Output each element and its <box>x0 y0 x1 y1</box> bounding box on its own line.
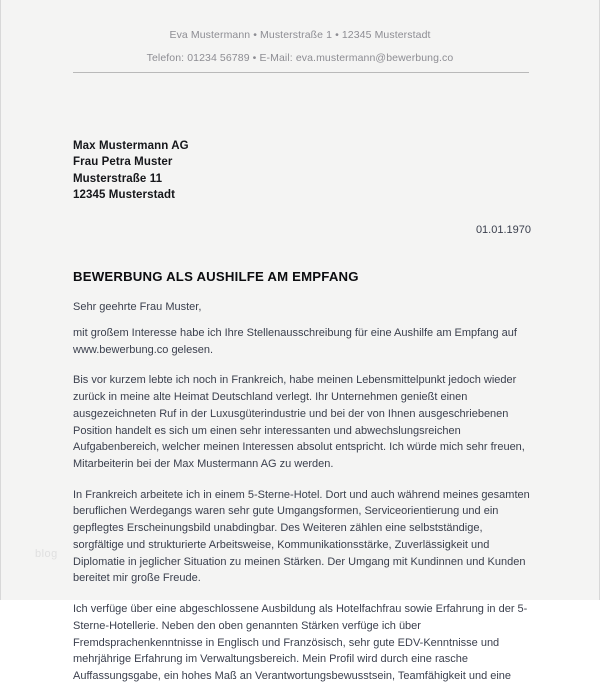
recipient-line: Frau Petra Muster <box>73 156 173 169</box>
letter-paragraphs <box>73 325 531 685</box>
letterhead <box>1 0 599 64</box>
letterhead-divider <box>73 72 529 73</box>
letterhead-address-line: Eva Mustermann • Musterstraße 1 • 12345 Musterstadt <box>169 29 431 41</box>
letter-subject: BEWERBUNG ALS AUSHILFE AM EMPFANG <box>73 269 359 284</box>
recipient-line: Max Mustermann AG <box>73 140 189 152</box>
recipient-address-block <box>73 138 189 203</box>
recipient-line: 12345 Musterstadt <box>73 188 176 201</box>
letter-date: 01.01.1970 <box>475 224 531 236</box>
recipient-line: Musterstraße 11 <box>73 172 163 185</box>
blog-watermark: blog <box>35 548 58 560</box>
letter-paragraph: Bis vor kurzem lebte ich noch in Frankreich, habe meinen Lebensmittelpunkt jedoch wieder zurück in meine alte Heimat Deutschland verlegt. Ihr Unternehmen genießt einen ausgezeichneten Ruf in der Luxusgüterindustrie und bei der von Ihnen ausgeschriebenen Position handelt es sich um einen sehr interessanten und abwechslungsreichen Aufgabenbereich, welcher meinen Interessen absolut entspricht. Ich würde mich sehr freuen, Mitarbeiterin bei der Max Mustermann AG zu werden. <box>73 374 525 471</box>
letterhead-contact-line: Telefon: 01234 56789 • E-Mail: eva.mustermann@bewerbung.co <box>146 52 454 65</box>
letter-paragraph: mit großem Interesse habe ich Ihre Stellenausschreibung für eine Aushilfe am Empfang auf www.bewerbung.co gelesen. <box>73 327 517 356</box>
letter-paragraph: Ich verfüge über eine abgeschlossene Ausbildung als Hotelfachfrau sowie Erfahrung in der 5-Sterne-Hotellerie. Neben den oben genannten Stärken verfüge ich über Fremdsprachenkenntnisse in Englisch und Französisch, sehr gute EDV-Kenntnisse und mehrjährige Erfahrung im Verwaltungsbereich. Mein Profil wird durch eine rasche Auffassungsgabe, ein hohes Maß an Verantwortungsbewusstsein, Teamfähigkeit und eine <box>73 603 528 682</box>
letter-salutation: Sehr geehrte Frau Muster, <box>73 301 202 313</box>
letter-paragraph: In Frankreich arbeitete ich in einem 5-Sterne-Hotel. Dort und auch während meines gesamten beruflichen Werdegangs waren sehr gute Umgangsformen, Serviceorientierung und ein gepflegtes Erscheinungsbild unabdingbar. Des Weiteren zählen eine selbstständige, sorgfältige und strukturierte Arbeitsweise, Kommunikationsstärke, Zuverlässigkeit und Diplomatie in jeglicher Situation zu meinen Stärken. Der Umgang mit Kundinnen und Kunden bereitet mir große Freude. <box>73 488 530 585</box>
